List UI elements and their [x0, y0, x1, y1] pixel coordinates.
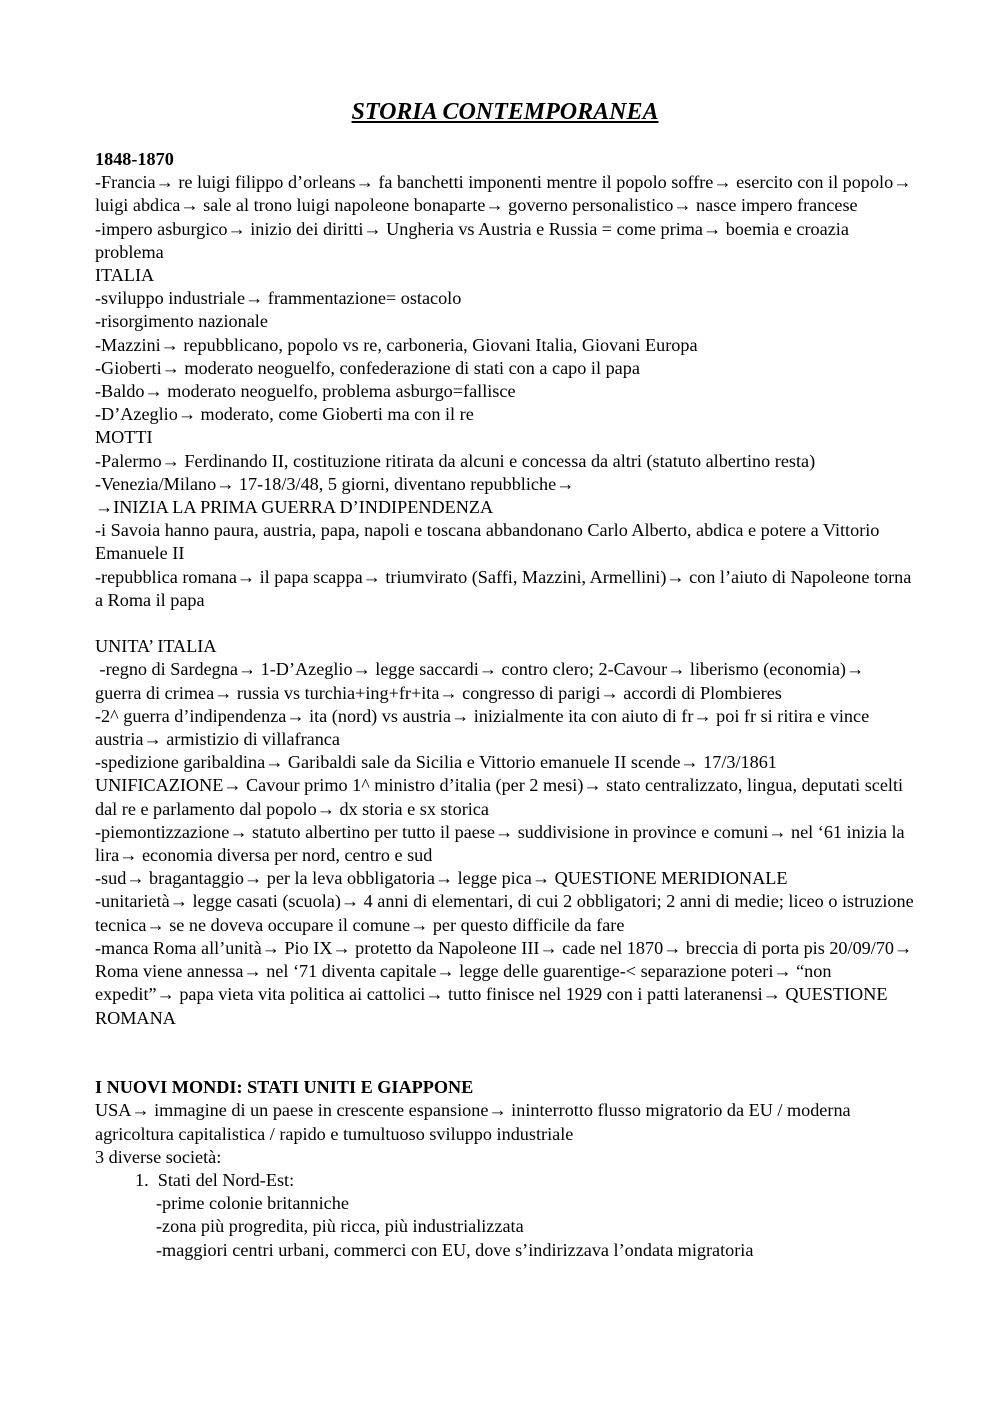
paragraph-line: -Venezia/Milano→ 17-18/3/48, 5 giorni, diventano repubbliche→: [95, 473, 575, 494]
section-heading-1848-1870: 1848-1870: [95, 149, 174, 169]
paragraph-line: USA→ immagine di un paese in crescente espansione→ ininterrotto flusso migratorio da EU / moderna agricoltura capitalistica / rapido e tumultuoso sviluppo industriale: [95, 1100, 851, 1144]
paragraph-line: →INIZIA LA PRIMA GUERRA D’INDIPENDENZA: [95, 497, 494, 518]
paragraph-line: -unitarietà→ legge casati (scuola)→ 4 anni di elementari, di cui 2 obbligatori; 2 anni di medie; liceo o istruzione tecnica→ se ne doveva occupare il comune→ per questo difficile da fare: [95, 891, 914, 935]
paragraph-line: -impero asburgico→ inizio dei diritti→ Ungheria vs Austria e Russia = come prima→ boemia e croazia problema: [95, 218, 849, 262]
list-subitem: -zona più progredita, più ricca, più industrializzata: [156, 1216, 524, 1237]
paragraph-line: -D’Azeglio→ moderato, come Gioberti ma con il re: [95, 404, 474, 425]
paragraph-line: 3 diverse società:: [95, 1146, 222, 1167]
paragraph-line: -Gioberti→ moderato neoguelfo, confederazione di stati con a capo il papa: [95, 357, 640, 378]
paragraph-line: -piemontizzazione→ statuto albertino per tutto il paese→ suddivisione in province e comuni→ nel ‘61 inizia la lira→ economia diversa per nord, centro e sud: [95, 821, 905, 866]
blank-line: [95, 1030, 915, 1076]
paragraph-line: -Mazzini→ repubblicano, popolo vs re, carboneria, Giovani Italia, Giovani Europa: [95, 334, 698, 355]
paragraph-line: -spedizione garibaldina→ Garibaldi sale da Sicilia e Vittorio emanuele II scende→ 17/3/1861: [95, 752, 777, 773]
section-heading-unita-italia: UNITA’ ITALIA: [95, 636, 217, 657]
paragraph-line: -regno di Sardegna→ 1-D’Azeglio→ legge saccardi→ contro clero; 2-Cavour→ liberismo (economia)→ guerra di crimea→ russia vs turchia+ing+fr+ita→ congresso di parigi→ accordi di Plombieres: [95, 659, 869, 703]
section-heading-nuovi-mondi: I NUOVI MONDI: STATI UNITI E GIAPPONE: [95, 1077, 474, 1098]
blank-line: [95, 612, 915, 635]
paragraph-line: -repubblica romana→ il papa scappa→ triumvirato (Saffi, Mazzini, Armellini)→ con l’aiuto di Napoleone torna a Roma il papa: [95, 566, 912, 610]
subheading-motti: MOTTI: [95, 427, 153, 448]
paragraph-line: -sud→ bragantaggio→ per la leva obbligatoria→ legge pica→ QUESTIONE MERIDIONALE: [95, 868, 788, 889]
paragraph-line: UNIFICAZIONE→ Cavour primo 1^ ministro d’italia (per 2 mesi)→ stato centralizzato, lingua, deputati scelti dal re e parlamento dal popolo→ dx storia e sx storica: [95, 775, 904, 819]
paragraph-line: -Palermo→ Ferdinando II, costituzione ritirata da alcuni e concessa da altri (statuto albertino resta): [95, 450, 816, 471]
list-subitem: -prime colonie britanniche: [156, 1193, 349, 1214]
paragraph-line: -Baldo→ moderato neoguelfo, problema asburgo=fallisce: [95, 381, 516, 402]
list-item: 1. Stati del Nord-Est:: [135, 1169, 295, 1190]
subheading-italia: ITALIA: [95, 265, 155, 286]
paragraph-line: -Francia→ re luigi filippo d’orleans→ fa banchetti imponenti mentre il popolo soffre→ esercito con il popolo→ luigi abdica→ sale al trono luigi napoleone bonaparte→ governo personalistico→ nasce impero francese: [95, 172, 912, 216]
paragraph-line: -i Savoia hanno paura, austria, papa, napoli e toscana abbandonano Carlo Alberto, abdica e potere a Vittorio Emanuele II: [95, 520, 880, 564]
document-body: [95, 96, 915, 1262]
paragraph-line: -manca Roma all’unità→ Pio IX→ protetto da Napoleone III→ cade nel 1870→ breccia di porta pis 20/09/70→ Roma viene annessa→ nel ‘71 diventa capitale→ legge delle guarentige-< separazione poteri→ “non expedit”→ papa vieta vita politica ai cattolici→ tutto finisce nel 1929 con i patti lateranensi→ QUESTIONE ROMANA: [95, 937, 913, 1028]
paragraph-line: -risorgimento nazionale: [95, 311, 268, 332]
list-subitem: -maggiori centri urbani, commerci con EU, dove s’indirizzava l’ondata migratoria: [156, 1239, 754, 1260]
paragraph-line: -2^ guerra d’indipendenza→ ita (nord) vs austria→ inizialmente ita con aiuto di fr→ poi fr si ritira e vince austria→ armistizio di villafranca: [95, 705, 870, 750]
document-title: STORIA CONTEMPORANEA: [351, 99, 659, 125]
paragraph-line: -sviluppo industriale→ frammentazione= ostacolo: [95, 288, 462, 309]
